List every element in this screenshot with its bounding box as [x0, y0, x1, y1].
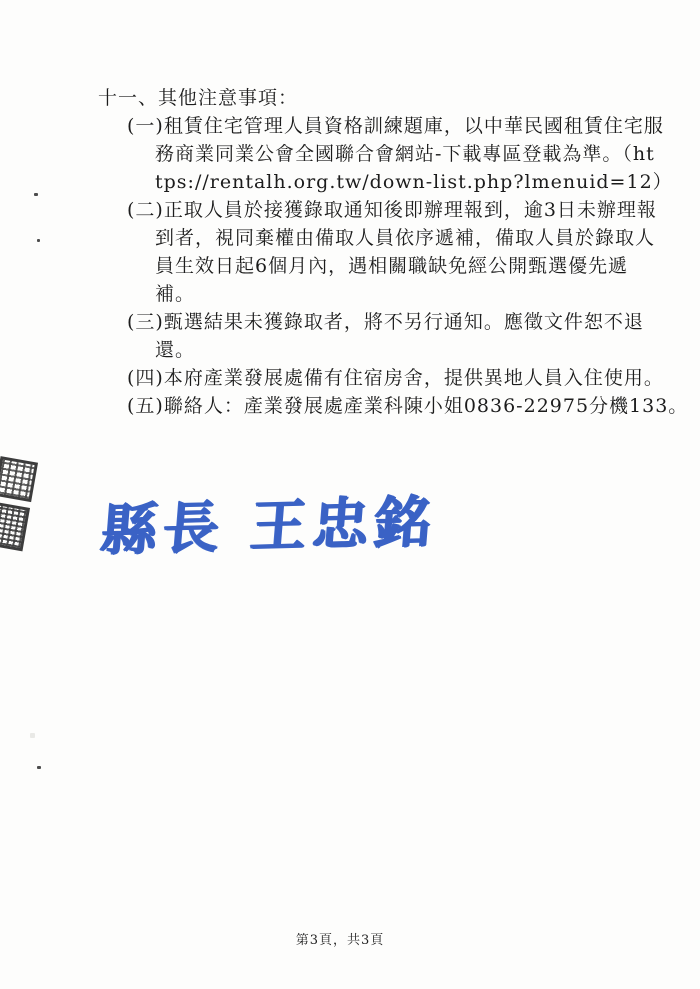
text-line: (四)本府產業發展處備有住宿房舍，提供異地人員入住使用。 — [127, 367, 664, 389]
magistrate-signature: 縣長 王忠銘 — [98, 488, 439, 564]
text-line: (三)甄選結果未獲錄取者，將不另行通知。應徵文件恕不退 — [127, 311, 644, 333]
text-line: (二)正取人員於接獲錄取通知後即辦理報到，逾3日未辦理報 — [127, 199, 657, 221]
text-line: 到者，視同棄權由備取人員依序遞補，備取人員於錄取人 — [155, 227, 656, 249]
text-line: tps://rentalh.org.tw/down-list.php?lmenuid=12） — [155, 171, 673, 193]
scan-speck — [34, 193, 38, 196]
page-footer: 第3頁，共3頁 — [295, 933, 385, 948]
text-line: 十一、其他注意事項： — [98, 87, 299, 109]
text-line: 務商業同業公會全國聯合會網站-下載專區登載為準。（ht — [155, 143, 655, 165]
scan-speck — [37, 766, 41, 769]
seal-stamp-top-icon — [0, 456, 38, 502]
document-body-text — [98, 84, 689, 420]
text-line: 補。 — [155, 283, 196, 305]
official-seal — [0, 456, 54, 570]
text-line: (五)聯絡人：產業發展處產業科陳小姐0836-22975分機133。 — [127, 395, 689, 417]
text-line: 員生效日起6個月內，遇相關職缺免經公開甄選優先遞 — [155, 255, 629, 277]
scan-speck — [30, 733, 35, 738]
scan-speck — [37, 239, 40, 242]
text-line: (一)租賃住宅管理人員資格訓練題庫，以中華民國租賃住宅服 — [127, 115, 664, 137]
text-line: 還。 — [155, 339, 196, 361]
seal-stamp-bottom-icon — [0, 501, 30, 551]
